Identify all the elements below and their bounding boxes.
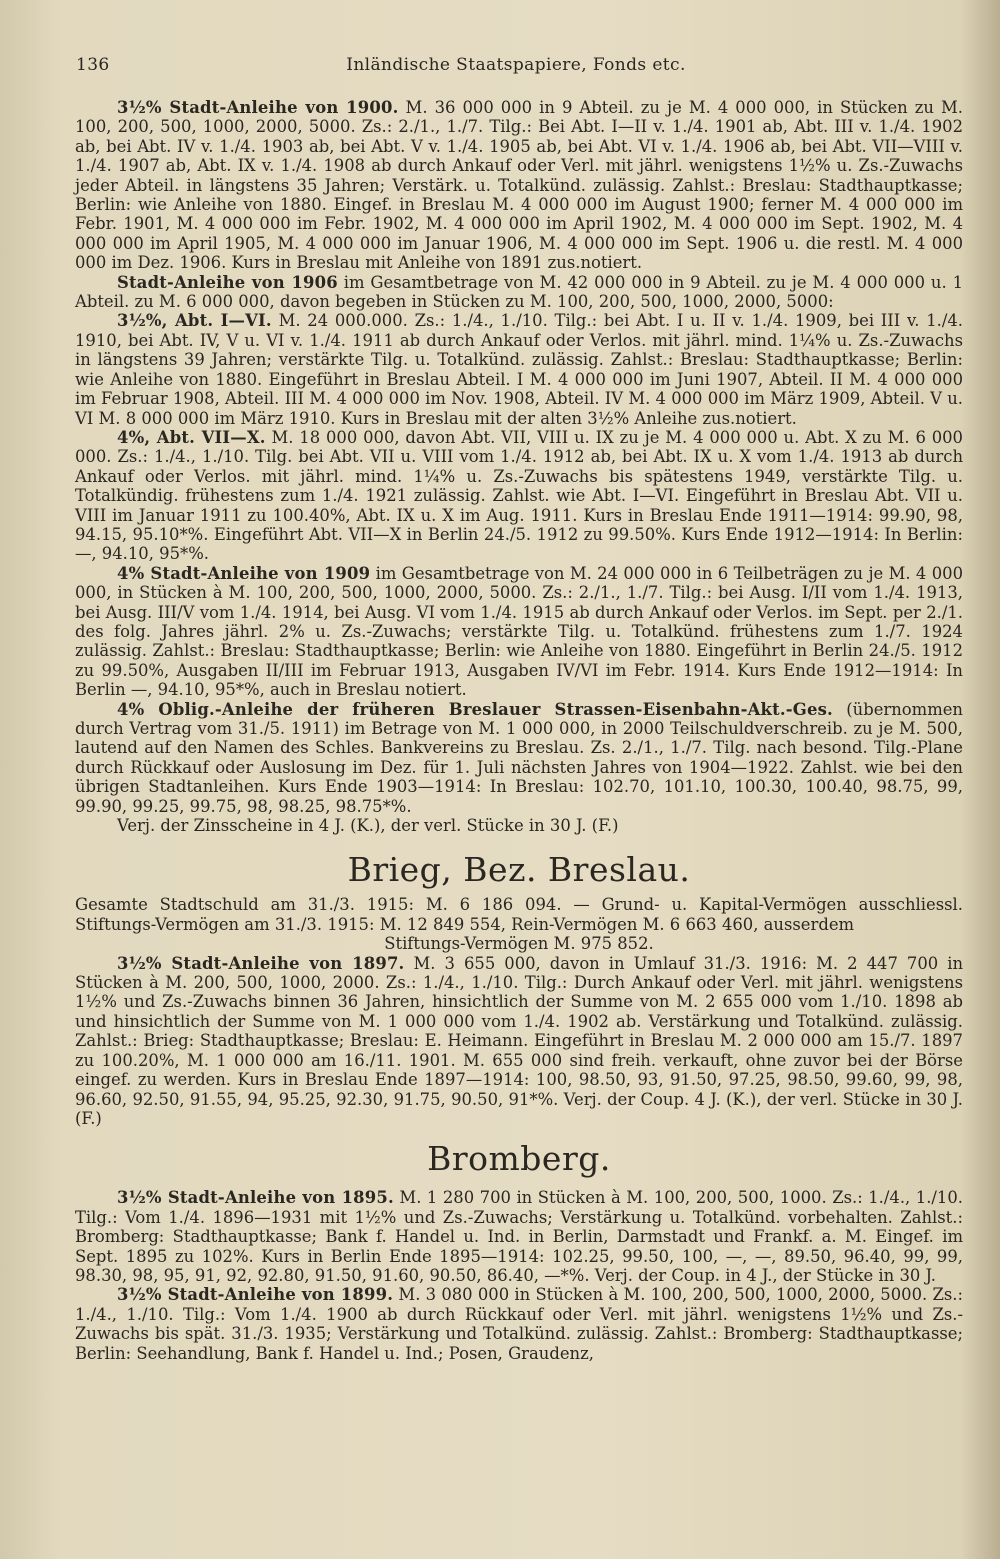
entry-anleihe-1900 — [75, 98, 963, 273]
entry-heading: 4% Oblig.-Anleihe der früheren Breslauer Strassen-Eisenbahn-Akt.-Ges. — [117, 699, 833, 719]
section-title-bromberg: Bromberg. — [427, 1139, 611, 1179]
brieg-section — [75, 895, 963, 1128]
entry-anleihe-1895 — [75, 1188, 963, 1285]
entry-oblig-strassenbahn — [75, 700, 963, 816]
breslau-section — [75, 98, 963, 835]
entry-heading: 3½% Stadt-Anleihe von 1895. — [117, 1188, 394, 1208]
entry-text: M. 3 080 000 in Stücken à M. 100, 200, 500, 1000, 2000, 5000. Zs.: 1./4., 1./10. Tilg.: Vom 1./4. 1900 ab durch Rückkauf oder Verl. mit jährl. wenigstens 1½% und Zs.-Zuwachs bis spät. 31./3. 1935; Verstärkung und Totalkünd. zulässig. Zahlst.: Bromberg: Stadthauptkasse; Berlin: Seehandlung, Bank f. Handel u. Ind.; Posen, Graudenz, — [75, 1285, 963, 1363]
brieg-summary: Gesamte Stadtschuld am 31./3. 1915: M. 6 186 094. — Grund- u. Kapital-Vermögen ausschliessl. Stiftungs-Vermögen am 31./3. 1915: M. 12 849 554, Rein-Vermögen M. 6 663 460, ausserdem — [75, 895, 963, 934]
page-header — [76, 55, 956, 79]
brieg-summary-last-line: Stiftungs-Vermögen M. 975 852. — [384, 934, 654, 954]
bromberg-section — [75, 1188, 963, 1363]
entry-heading: 4% Stadt-Anleihe von 1909 — [117, 563, 371, 583]
entry-text: M. 3 655 000, davon in Umlauf 31./3. 1916: M. 2 447 700 in Stücken à M. 200, 500, 1000, 2000. Zs.: 1./4., 1./10. Tilg.: Durch Ankauf oder Verl. mit jährl. wenigstens 1½% und Zs.-Zuwachs binnen 36 Jahren, hinsichtlich der Summe von M. 2 655 000 vom 1./10. 1898 ab und hinsichtlich der Summe von M. 1 000 000 vom 1./4. 1902 ab. Verstärkung und Totalkünd. zulässig. Zahlst.: Brieg: Stadthauptkasse; Breslau: E. Heimann. Eingeführt in Breslau M. 2 000 000 am 15./7. 1897 zu 100.20%, M. 1 000 000 am 16./11. 1901. M. 655 000 sind freih. verkauft, ohne zuvor bei der Börse eingef. zu werden. Kurs in Breslau Ende 1897—1914: 100, 98.50, 93, 91.50, 97.25, 98.50, 99.60, 99, 98, 96.60, 92.50, 91.55, 94, 95.25, 92.30, 91.75, 90.50, 91*%. Verj. der Coup. 4 J. (K.), der verl. Stücke in 30 J. (F.) — [75, 953, 963, 1128]
entry-heading: 4%, Abt. VII—X. — [117, 427, 266, 447]
section-title-brieg: Brieg, Bez. Breslau. — [347, 850, 691, 890]
entry-heading: 3½% Stadt-Anleihe von 1900. — [117, 98, 399, 117]
entry-anleihe-1897 — [75, 954, 963, 1129]
entry-anleihe-1899 — [75, 1285, 963, 1363]
entry-heading: 3½% Stadt-Anleihe von 1897. — [117, 953, 405, 973]
entry-heading: 3½% Stadt-Anleihe von 1899. — [117, 1285, 394, 1305]
entry-text: im Gesamtbetrage von M. 24 000 000 in 6 Teilbeträgen zu je M. 4 000 000, in Stücken à M. 100, 200, 500, 1000, 2000, 5000. Zs.: 2./1., 1./7. Tilg.: bei Ausg. I/II vom 1./4. 1913, bei Ausg. III/V vom 1./4. 1914, bei Ausg. VI vom 1./4. 1915 ab durch Ankauf oder Verlos. im Sept. per 2./1. des folg. Jahres jährl. 2% u. Zs.-Zuwachs; verstärkte Tilg. u. Totalkünd. frühestens zum 1./7. 1924 zulässig. Zahlst.: Breslau: Stadthauptkasse; Berlin: wie Anleihe von 1880. Eingeführt in Berlin 24./5. 1912 zu 99.50%, Ausgaben II/III im Februar 1913, Ausgaben IV/VI im Febr. 1914. Kurs Ende 1912—1914: In Berlin —, 94.10, 95*%, auch in Breslau notiert. — [75, 563, 963, 700]
entry-heading: Stadt-Anleihe von 1906 — [117, 272, 338, 292]
entry-text: im Gesamtbetrage von M. 42 000 000 in 9 Abteil. zu je M. 4 000 000 u. 1 Abteil. zu M. 6 000 000, davon begeben in Stücken zu M. 100, 200, 500, 1000, 2000, 5000: — [75, 272, 963, 312]
entry-text: M. 36 000 000 in 9 Abteil. zu je M. 4 000 000, in Stücken zu M. 100, 200, 500, 1000, 2000, 5000. Zs.: 2./1., 1./7. Tilg.: Bei Abt. I—II v. 1./4. 1901 ab, Abt. III v. 1./4. 1902 ab, bei Abt. IV v. 1./4. 1903 ab, bei Abt. V v. 1./4. 1905 ab, bei Abt. VI v. 1./4. 1906 ab, bei Abt. VII—VIII v. 1./4. 1907 ab, Abt. IX v. 1./4. 1908 ab durch Ankauf oder Verl. mit jährl. wenigstens 1½% u. Zs.-Zuwachs jeder Abteil. in längstens 35 Jahren; Verstärk. u. Totalkünd. zulässig. Zahlst.: Breslau: Stadthauptkasse; Berlin: wie Anleihe von 1880. Eingef. in Breslau M. 4 000 000 im August 1900; ferner M. 4 000 000 im Febr. 1901, M. 4 000 000 im Febr. 1902, M. 4 000 000 im April 1902, M. 4 000 000 im Sept. 1902, M. 4 000 000 im April 1905, M. 4 000 000 im Januar 1906, M. 4 000 000 im Sept. 1906 u. die restl. M. 4 000 000 im Dez. 1906. Kurs in Breslau mit Anleihe von 1891 zus.notiert. — [75, 98, 963, 273]
entry-heading: 3½%, Abt. I—VI. — [117, 311, 272, 331]
running-title: Inländische Staatspapiere, Fonds etc. — [346, 55, 686, 75]
entry-abt-7-10 — [75, 428, 963, 564]
page-body — [75, 98, 963, 1363]
entry-anleihe-1909 — [75, 564, 963, 700]
entry-text: M. 1 280 700 in Stücken à M. 100, 200, 500, 1000. Zs.: 1./4., 1./10. Tilg.: Vom 1./4. 1896—1931 mit 1½% und Zs.-Zuwachs; Verstärkung u. Totalkünd. vorbehalten. Zahlst.: Bromberg: Stadthauptkasse; Bank f. Handel u. Ind. in Berlin, Darmstadt und Frankf. a. M. Eingef. im Sept. 1895 zu 102%. Kurs in Berlin Ende 1895—1914: 102.25, 99.50, 100, —, —, 89.50, 96.40, 99, 99, 98.30, 98, 95, 91, 92, 92.80, 91.50, 91.60, 90.50, 86.40, —*%. Verj. der Coup. in 4 J., der Stücke in 30 J. — [75, 1188, 963, 1285]
entry-text: M. 24 000.000. Zs.: 1./4., 1./10. Tilg.: bei Abt. I u. II v. 1./4. 1909, bei III v. 1./4. 1910, bei Abt. IV, V u. VI v. 1./4. 1911 ab durch Ankauf oder Verlos. mit jährl. mind. 1¼% u. Zs.-Zuwachs in längstens 39 Jahren; verstärkte Tilg. u. Totalkünd. zulässig. Zahlst.: Breslau: Stadthauptkasse; Berlin: wie Anleihe von 1880. Eingeführt in Breslau Abteil. I M. 4 000 000 im Juni 1907, Abteil. II M. 4 000 000 im Februar 1908, Abteil. III M. 4 000 000 im Nov. 1908, Abteil. IV M. 4 000 000 im März 1909, Abteil. V u. VI M. 8 000 000 im März 1910. Kurs in Breslau mit der alten 3½% Anleihe zus.notiert. — [75, 311, 963, 428]
entry-text: M. 18 000 000, davon Abt. VII, VIII u. IX zu je M. 4 000 000 u. Abt. X zu M. 6 000 000. Zs.: 1./4., 1./10. Tilg. bei Abt. VII u. VIII vom 1./4. 1912 ab, bei Abt. IX u. X vom 1./4. 1913 ab durch Ankauf oder Verlos. mit jährl. mind. 1¼% u. Zs.-Zuwachs bis spätestens 1949, verstärkte Tilg. u. Totalkündig. frühestens zum 1./4. 1921 zulässig. Zahlst. wie Abt. I—VI. Eingeführt in Breslau Abt. VII u. VIII im Januar 1911 zu 100.40%, Abt. IX u. X im Aug. 1911. Kurs in Breslau Ende 1911—1914: 99.90, 98, 94.15, 95.10*%. Eingeführt Abt. VII—X in Berlin 24./5. 1912 zu 99.50%. Kurs Ende 1912—1914: In Berlin: —, 94.10, 95*%. — [75, 427, 963, 564]
page-number: 136 — [76, 55, 110, 75]
entry-abt-1-6 — [75, 311, 963, 427]
entry-anleihe-1906 — [75, 273, 963, 312]
entry-text: (übernommen durch Vertrag vom 31./5. 1911) im Betrage von M. 1 000 000, in 2000 Teilschuldverschreib. zu je M. 500, lautend auf den Namen des Schles. Bankvereins zu Breslau. Zs. 2./1., 1./7. Tilg. nach besond. Tilg.-Plane durch Rückkauf oder Auslosung im Dez. für 1. Juli nächsten Jahres von 1904—1922. Zahlst. wie bei den übrigen Stadtanleihen. Kurs Ende 1903—1914: In Breslau: 102.70, 101.10, 100.30, 100.40, 98.75, 99, 99.90, 99.25, 99.75, 98, 98.25, 98.75*%. — [75, 699, 963, 816]
verjaehrung-note: Verj. der Zinsscheine in 4 J. (K.), der verl. Stücke in 30 J. (F.) — [117, 816, 619, 836]
